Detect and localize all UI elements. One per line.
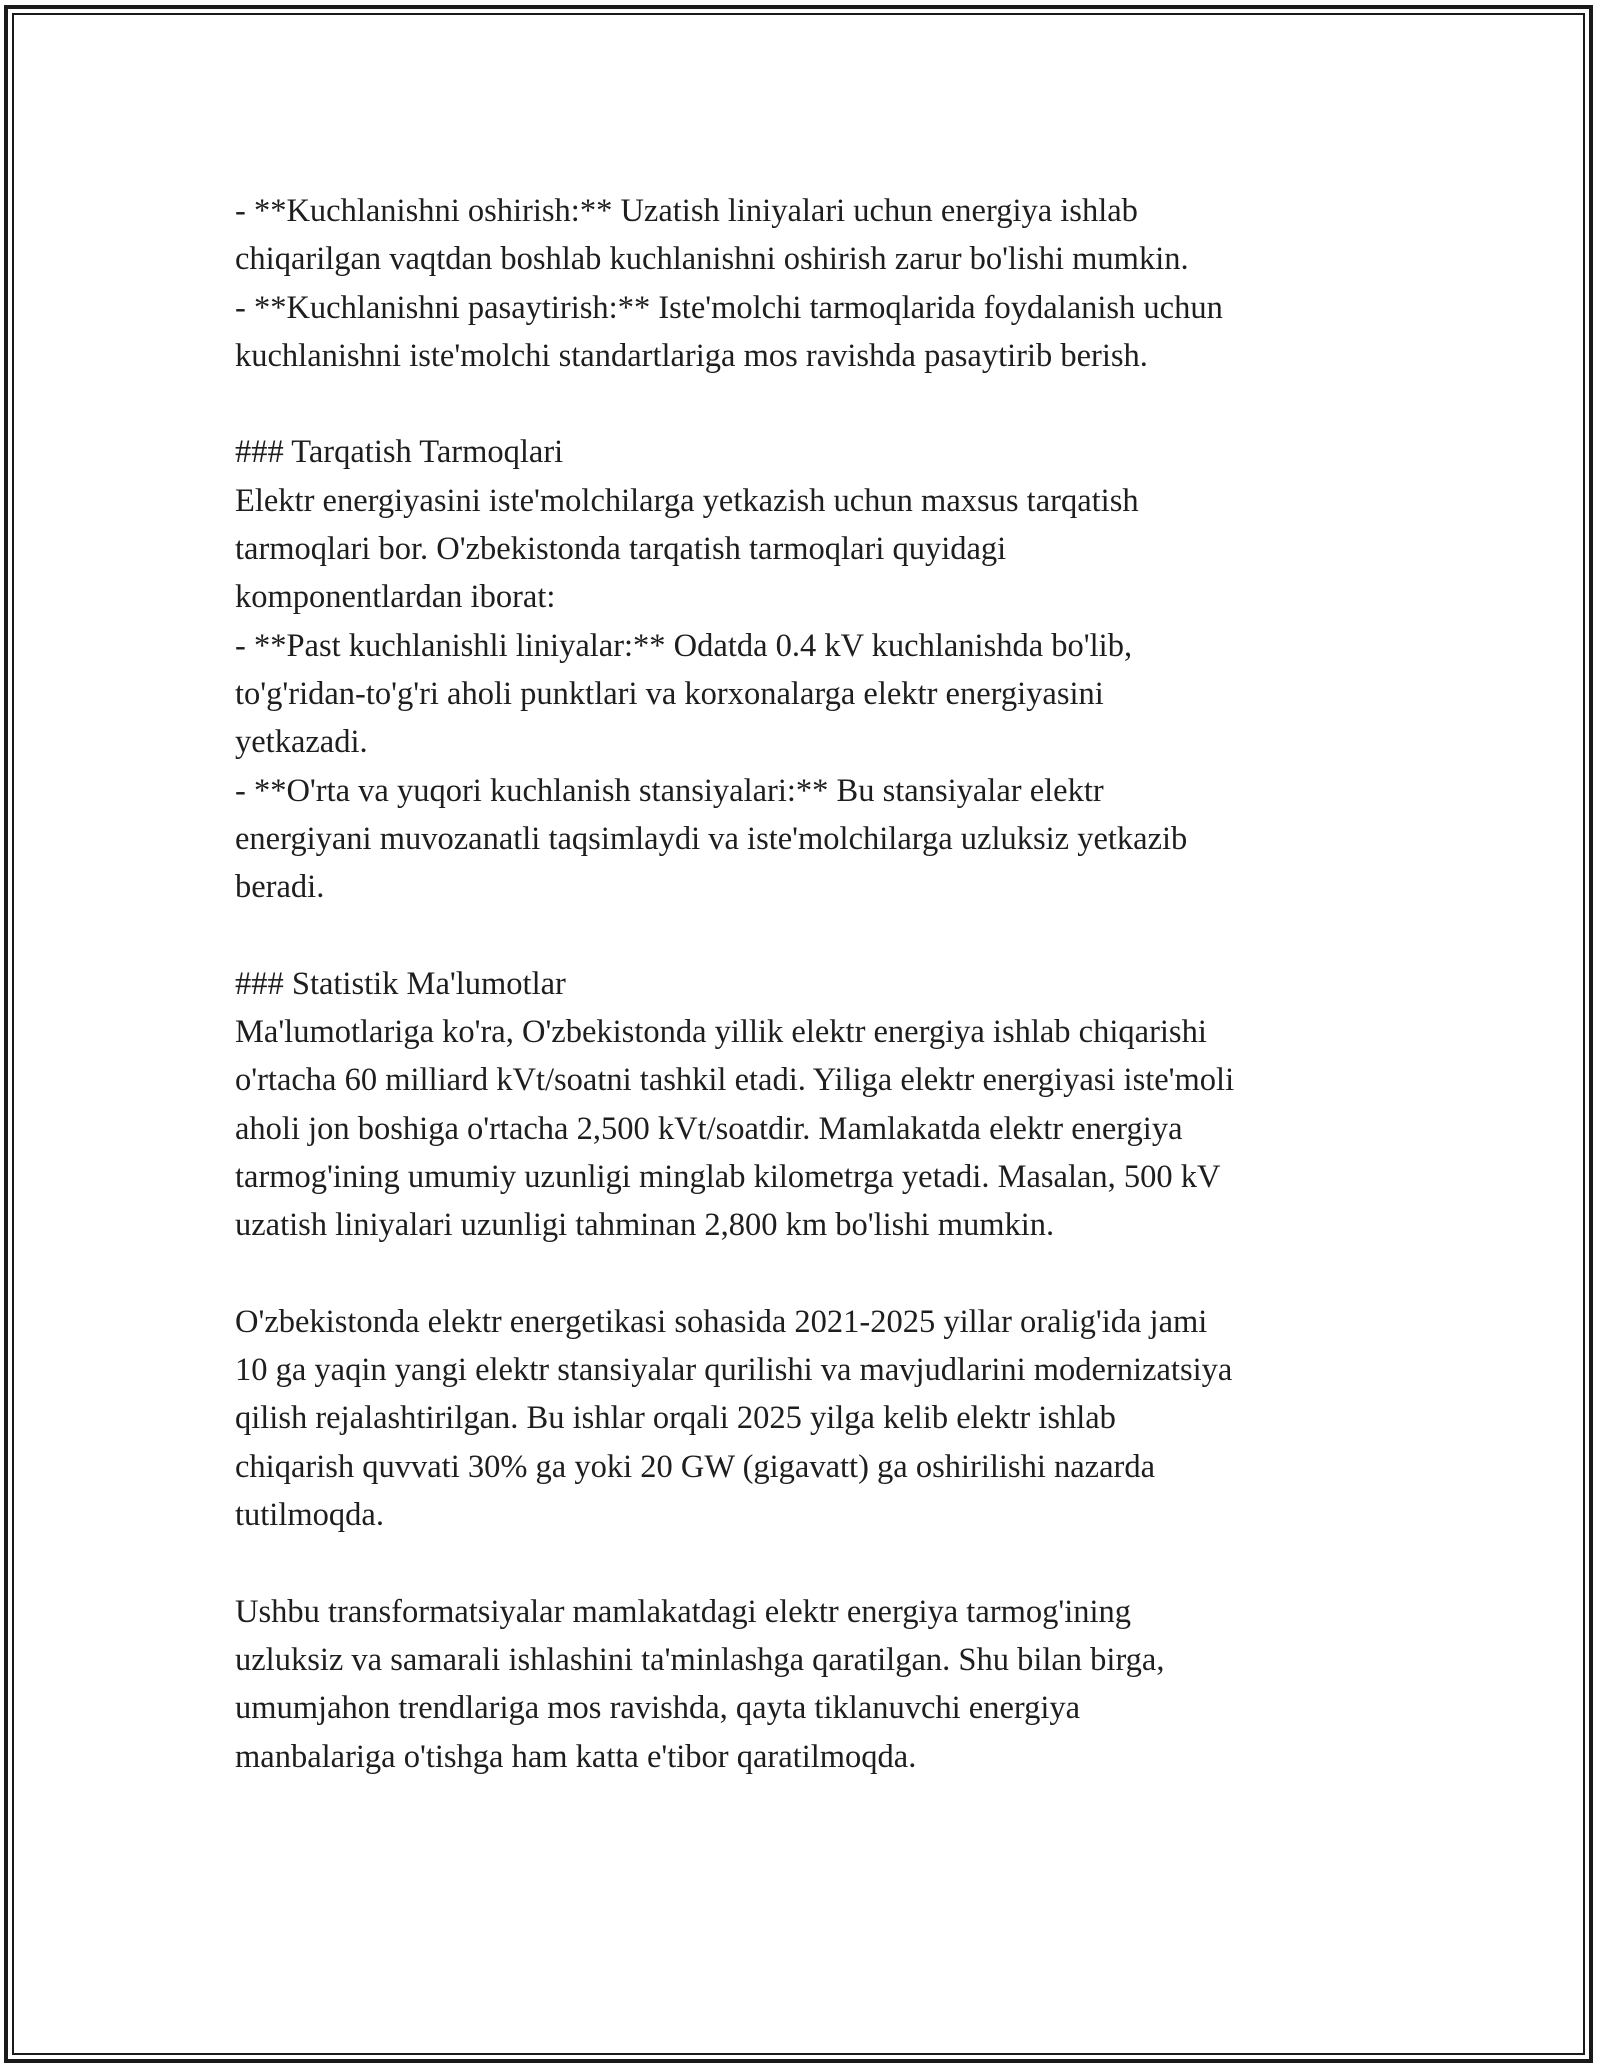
text-line: chiqarish quvvati 30% ga yoki 20 GW (gigavatt) ga oshirilishi nazarda bbox=[235, 1448, 1155, 1485]
list-item-kuchlanishni-oshirish: - **Kuchlanishni oshirish:** Uzatish liniyalari uchun energiya ishlab bbox=[235, 193, 1138, 229]
list-item-orta-va-yuqori: - **O'rta va yuqori kuchlanish stansiyalari:** Bu stansiyalar elektr bbox=[235, 772, 1104, 809]
paragraph-gap bbox=[235, 380, 1375, 428]
text-line: yetkazadi. bbox=[235, 724, 368, 761]
text-line: umumjahon trendlariga mos ravishda, qayta tiklanuvchi energiya bbox=[235, 1690, 1081, 1727]
text-line: tarmoqlari bor. O'zbekistonda tarqatish tarmoqlari quyidagi bbox=[235, 531, 1007, 568]
text-line: uzluksiz va samarali ishlashini ta'minlashga qaratilgan. Shu bilan birga, bbox=[235, 1641, 1165, 1678]
list-item-kuchlanishni-pasaytirish: - **Kuchlanishni pasaytirish:** Iste'molchi tarmoqlarida foydalanish uchun bbox=[235, 289, 1223, 326]
section-heading-statistik-malumotlar: ### Statistik Ma'lumotlar bbox=[235, 965, 566, 1002]
paragraph-gap bbox=[235, 1539, 1375, 1587]
text-line: komponentlardan iborat: bbox=[235, 579, 556, 616]
text-line: o'rtacha 60 milliard kVt/soatni tashkil etadi. Yiliga elektr energiyasi iste'moli bbox=[235, 1062, 1235, 1099]
text-line: tutilmoqda. bbox=[235, 1497, 384, 1534]
text-line: O'zbekistonda elektr energetikasi sohasida 2021-2025 yillar oralig'ida jami bbox=[235, 1303, 1208, 1340]
text-line: manbalariga o'tishga ham katta e'tibor qaratilmoqda. bbox=[235, 1738, 917, 1775]
text-line: to'g'ridan-to'g'ri aholi punktlari va korxonalarga elektr energiyasini bbox=[235, 675, 1104, 712]
text-line: Elektr energiyasini iste'molchilarga yetkazish uchun maxsus tarqatish bbox=[235, 482, 1139, 519]
list-item-past-kuchlanishli: - **Past kuchlanishli liniyalar:** Odatda 0.4 kV kuchlanishda bo'lib, bbox=[235, 627, 1133, 664]
text-line: tarmog'ining umumiy uzunligi minglab kilometrga yetadi. Masalan, 500 kV bbox=[235, 1158, 1221, 1195]
section-heading-tarqatish-tarmoqlari: ### Tarqatish Tarmoqlari bbox=[235, 434, 564, 471]
text-line: Ushbu transformatsiyalar mamlakatdagi elektr energiya tarmog'ining bbox=[235, 1593, 1132, 1630]
text-line: uzatish liniyalari uzunligi tahminan 2,800 km bo'lishi mumkin. bbox=[235, 1207, 1055, 1244]
paragraph-gap bbox=[235, 911, 1375, 959]
text-line: kuchlanishni iste'molchi standartlariga mos ravishda pasaytirib berish. bbox=[235, 337, 1148, 374]
text-line: chiqarilgan vaqtdan boshlab kuchlanishni oshirish zarur bo'lishi mumkin. bbox=[235, 241, 1189, 278]
paragraph-gap bbox=[235, 1250, 1375, 1298]
text-line: energiyani muvozanatli taqsimlaydi va iste'molchilarga uzluksiz yetkazib bbox=[235, 820, 1188, 857]
text-line: Ma'lumotlariga ko'ra, O'zbekistonda yillik elektr energiya ishlab chiqarishi bbox=[235, 1014, 1207, 1051]
document-body bbox=[235, 187, 1375, 1781]
text-line: aholi jon boshiga o'rtacha 2,500 kVt/soatdir. Mamlakatda elektr energiya bbox=[235, 1110, 1183, 1147]
text-line: beradi. bbox=[235, 869, 325, 906]
text-line: 10 ga yaqin yangi elektr stansiyalar qurilishi va mavjudlarini modernizatsiya bbox=[235, 1352, 1233, 1389]
text-line: qilish rejalashtirilgan. Bu ishlar orqali 2025 yilga kelib elektr ishlab bbox=[235, 1400, 1116, 1437]
